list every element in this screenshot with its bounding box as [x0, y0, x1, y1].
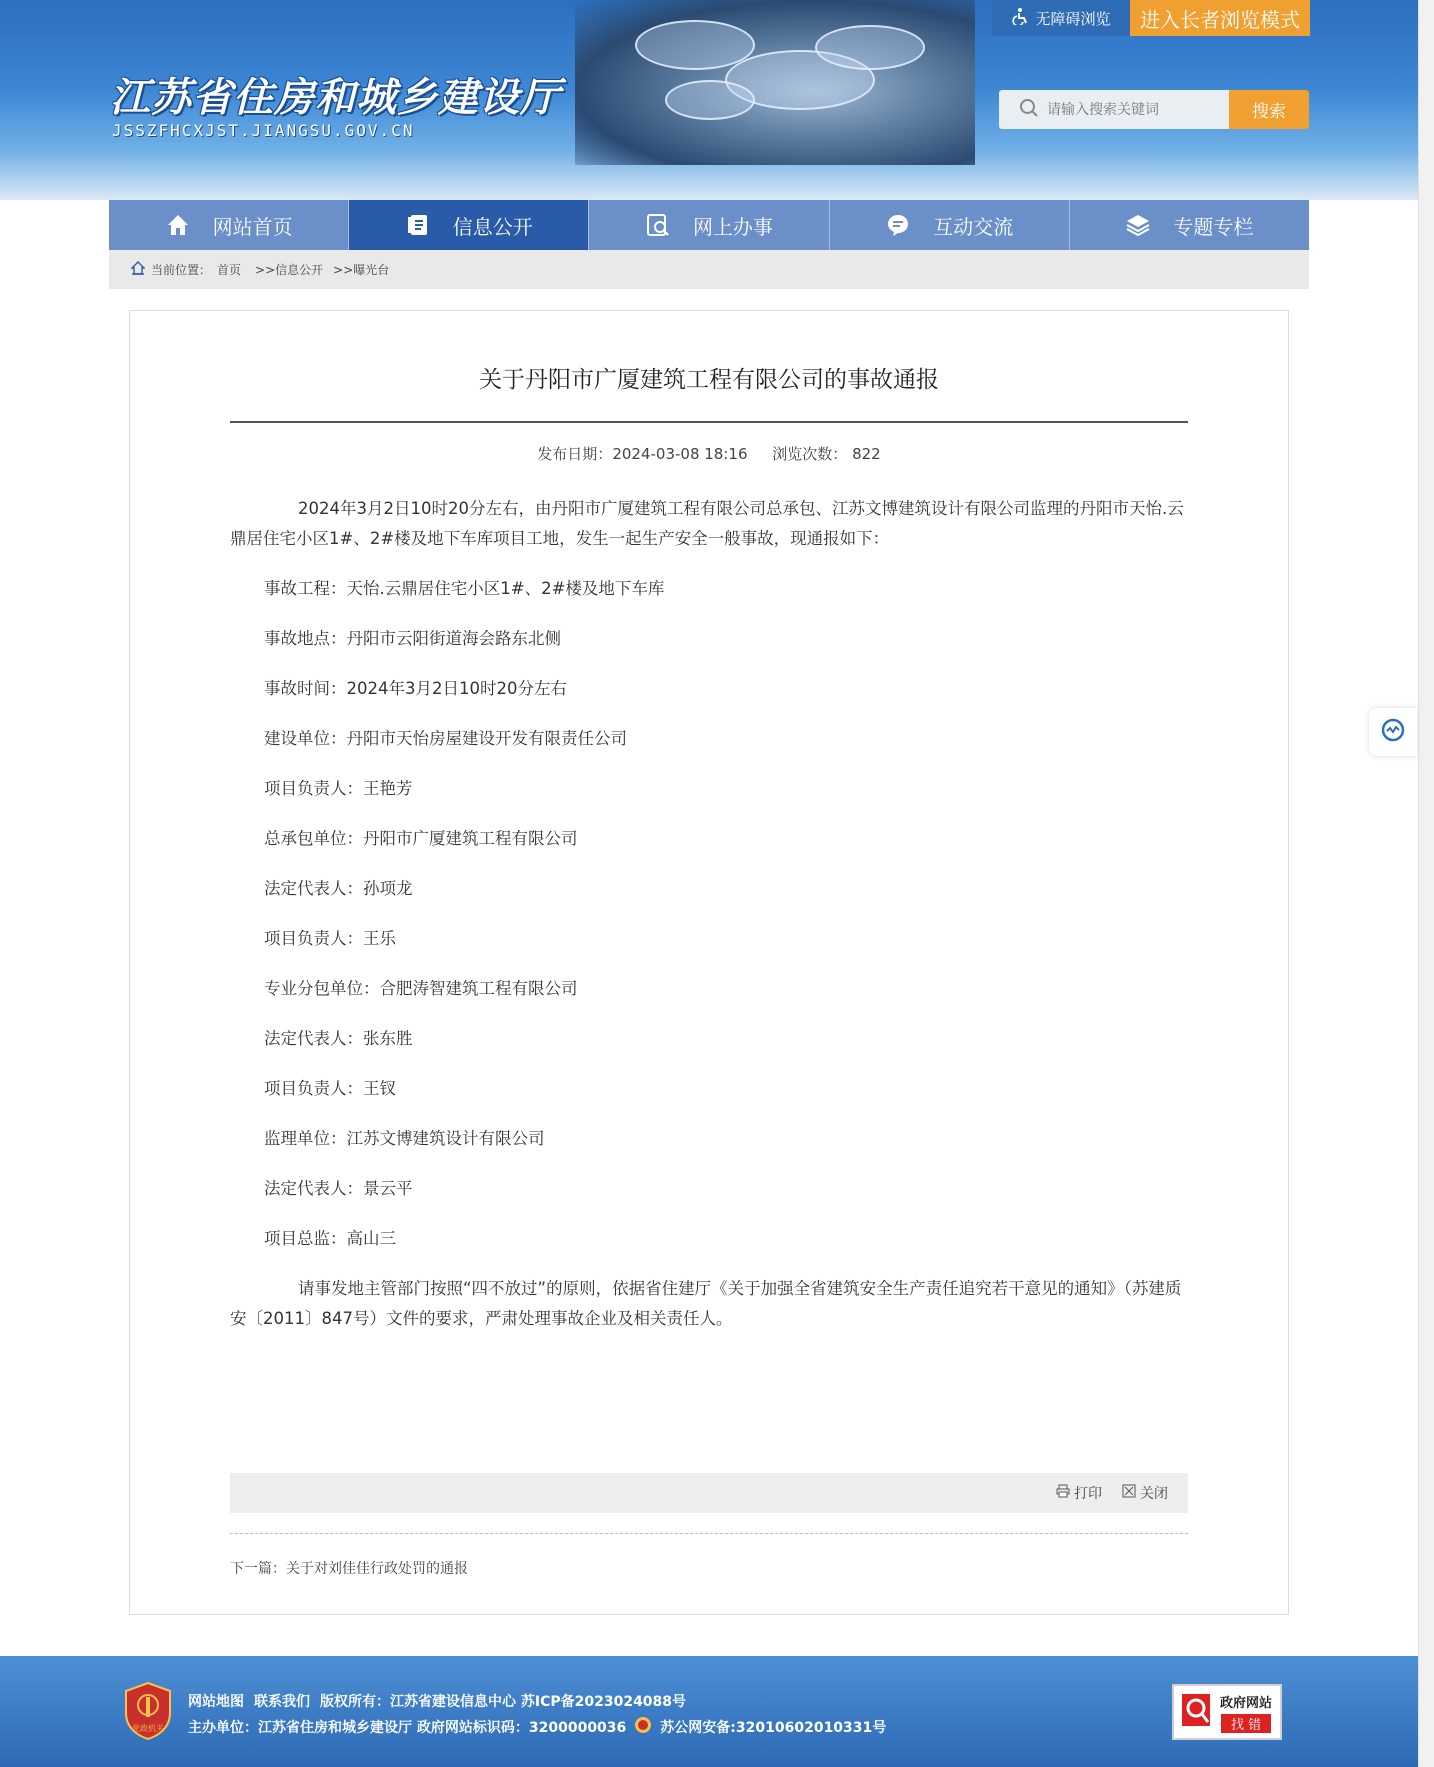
next-label: 下一篇： [230, 1561, 286, 1577]
print-button[interactable] [1056, 1483, 1102, 1503]
nav-label: 专题专栏 [1173, 214, 1254, 239]
article-field: 建设单位：丹阳市天怡房屋建设开发有限责任公司 [264, 729, 627, 748]
accessibility-bar [992, 0, 1310, 36]
print-label: 打印 [1074, 1486, 1102, 1502]
police-badge-icon [634, 1716, 652, 1738]
article-field: 总承包单位：丹阳市广厦建筑工程有限公司 [264, 829, 578, 848]
next-article-link[interactable] [230, 1558, 468, 1578]
chat-icon [885, 212, 911, 238]
printer-icon [1056, 1484, 1070, 1502]
gov-badge-text [1220, 1692, 1272, 1733]
assistant-icon [1380, 717, 1406, 747]
footer-link-contact[interactable]: 联系我们 [254, 1694, 310, 1710]
gov-badge-line-1: 政府网站 [1220, 1695, 1273, 1711]
article-body [230, 494, 1188, 1334]
search-box [999, 90, 1229, 129]
banner-dome-4 [665, 80, 755, 120]
breadcrumb-home[interactable]: 首页 [217, 263, 242, 277]
service-search-icon [645, 212, 671, 238]
footer-line-1 [188, 1691, 686, 1711]
magnifier-icon [1180, 1690, 1214, 1734]
nav-item-online-service[interactable] [589, 200, 829, 250]
article-field: 事故工程：天怡.云鼎居住宅小区1#、2#楼及地下车库 [264, 579, 665, 598]
breadcrumb [109, 250, 1309, 289]
banner-dome-3 [815, 25, 925, 70]
site-domain: JSSZFHCXJST.JIANGSU.GOV.CN [112, 121, 415, 140]
dashed-divider [230, 1533, 1188, 1534]
page-scrollbar[interactable] [1418, 0, 1434, 1767]
wheelchair-icon [1011, 7, 1029, 29]
site-title[interactable]: 江苏省住房和城乡建设厅 [110, 75, 561, 121]
party-gov-emblem[interactable] [122, 1681, 174, 1741]
breadcrumb-exposure[interactable]: >>曝光台 [333, 263, 390, 277]
publish-label: 发布日期： [537, 445, 613, 463]
footer-link-sitemap[interactable]: 网站地图 [188, 1694, 244, 1710]
article-field: 项目负责人：王艳芳 [264, 779, 413, 798]
title-divider [230, 421, 1188, 423]
elder-mode-button[interactable]: 进入长者浏览模式 [1130, 0, 1310, 36]
article-field: 法定代表人：景云平 [264, 1179, 413, 1198]
floating-assistant-button[interactable] [1369, 708, 1417, 756]
views-value: 822 [852, 445, 881, 463]
article-field: 事故地点：丹阳市云阳街道海会路东北侧 [264, 629, 561, 648]
view-count [772, 445, 880, 463]
article-intro: 2024年3月2日10时20分左右，由丹阳市广厦建筑工程有限公司总承包、江苏文博建筑设计有限公司监理的丹阳市天怡.云鼎居住宅小区1#、2#楼及地下车库项目工地，发生一起生产安全一般事故，现通报如下： [230, 499, 1184, 548]
article-field: 项目负责人：王乐 [264, 929, 396, 948]
nav-label: 网站首页 [212, 214, 293, 239]
article-title: 关于丹阳市广厦建筑工程有限公司的事故通报 [479, 367, 939, 393]
article-toolbar [230, 1473, 1188, 1513]
nav-item-special-topics[interactable] [1070, 200, 1309, 250]
breadcrumb-info-public[interactable]: >>信息公开 [255, 263, 324, 277]
search-input[interactable] [1047, 102, 1217, 118]
nav-label: 网上办事 [693, 214, 773, 239]
publish-date [537, 445, 747, 463]
nav-label: 互动交流 [933, 214, 1014, 239]
main-nav [109, 200, 1309, 250]
nav-item-info-public[interactable] [349, 200, 589, 250]
document-icon [405, 212, 431, 238]
article-field: 监理单位：江苏文博建筑设计有限公司 [264, 1129, 545, 1148]
article-field: 法定代表人：孙项龙 [264, 879, 413, 898]
close-icon [1122, 1484, 1136, 1502]
article-field: 项目负责人：王钗 [264, 1079, 396, 1098]
accessible-browse-button[interactable] [992, 0, 1130, 36]
publish-value: 2024-03-08 18:16 [612, 445, 748, 463]
nav-item-interaction[interactable] [830, 200, 1070, 250]
home-icon [165, 212, 191, 238]
search-icon [1019, 98, 1039, 122]
header-banner-image [575, 0, 975, 165]
article-container [129, 310, 1289, 1615]
article-field: 法定代表人：张东胜 [264, 1029, 413, 1048]
emblem-text: 党政机关 [132, 1724, 164, 1733]
site-header [0, 0, 1418, 200]
close-label: 关闭 [1140, 1486, 1168, 1502]
layers-icon [1125, 212, 1151, 238]
footer-line-2 [188, 1716, 886, 1738]
nav-item-home[interactable] [109, 200, 349, 250]
search-button[interactable]: 搜索 [1229, 90, 1309, 129]
next-title[interactable]: 关于对刘佳佳行政处罚的通报 [286, 1561, 468, 1577]
footer-police-record[interactable]: 苏公网安备:32010602010331号 [660, 1720, 887, 1736]
article-closing: 请事发地主管部门按照“四不放过”的原则，依据省住建厅《关于加强全省建筑安全生产责任追究若干意见的通知》（苏建质安〔2011〕847号）文件的要求，严肃处理事故企业及相关责任人。 [230, 1279, 1182, 1328]
location-icon [131, 261, 145, 278]
close-button[interactable] [1122, 1483, 1168, 1503]
breadcrumb-prefix: 当前位置： [151, 263, 212, 277]
views-label: 浏览次数： [772, 445, 848, 463]
nav-label: 信息公开 [452, 214, 533, 239]
footer-host: 主办单位：江苏省住房和城乡建设厅 政府网站标识码：3200000036 [188, 1720, 627, 1736]
site-footer [0, 1656, 1418, 1767]
accessible-browse-label: 无障碍浏览 [1035, 9, 1111, 28]
article-meta [230, 443, 1188, 464]
article-field: 项目总监：高山三 [264, 1229, 396, 1248]
article-field: 事故时间：2024年3月2日10时20分左右 [264, 679, 567, 698]
gov-site-error-report-badge[interactable] [1172, 1684, 1282, 1740]
footer-copyright: 版权所有：江苏省建设信息中心 苏ICP备2023024088号 [320, 1694, 687, 1710]
article-field: 专业分包单位：合肥涛智建筑工程有限公司 [264, 979, 578, 998]
gov-badge-line-2: 找 错 [1221, 1714, 1271, 1733]
